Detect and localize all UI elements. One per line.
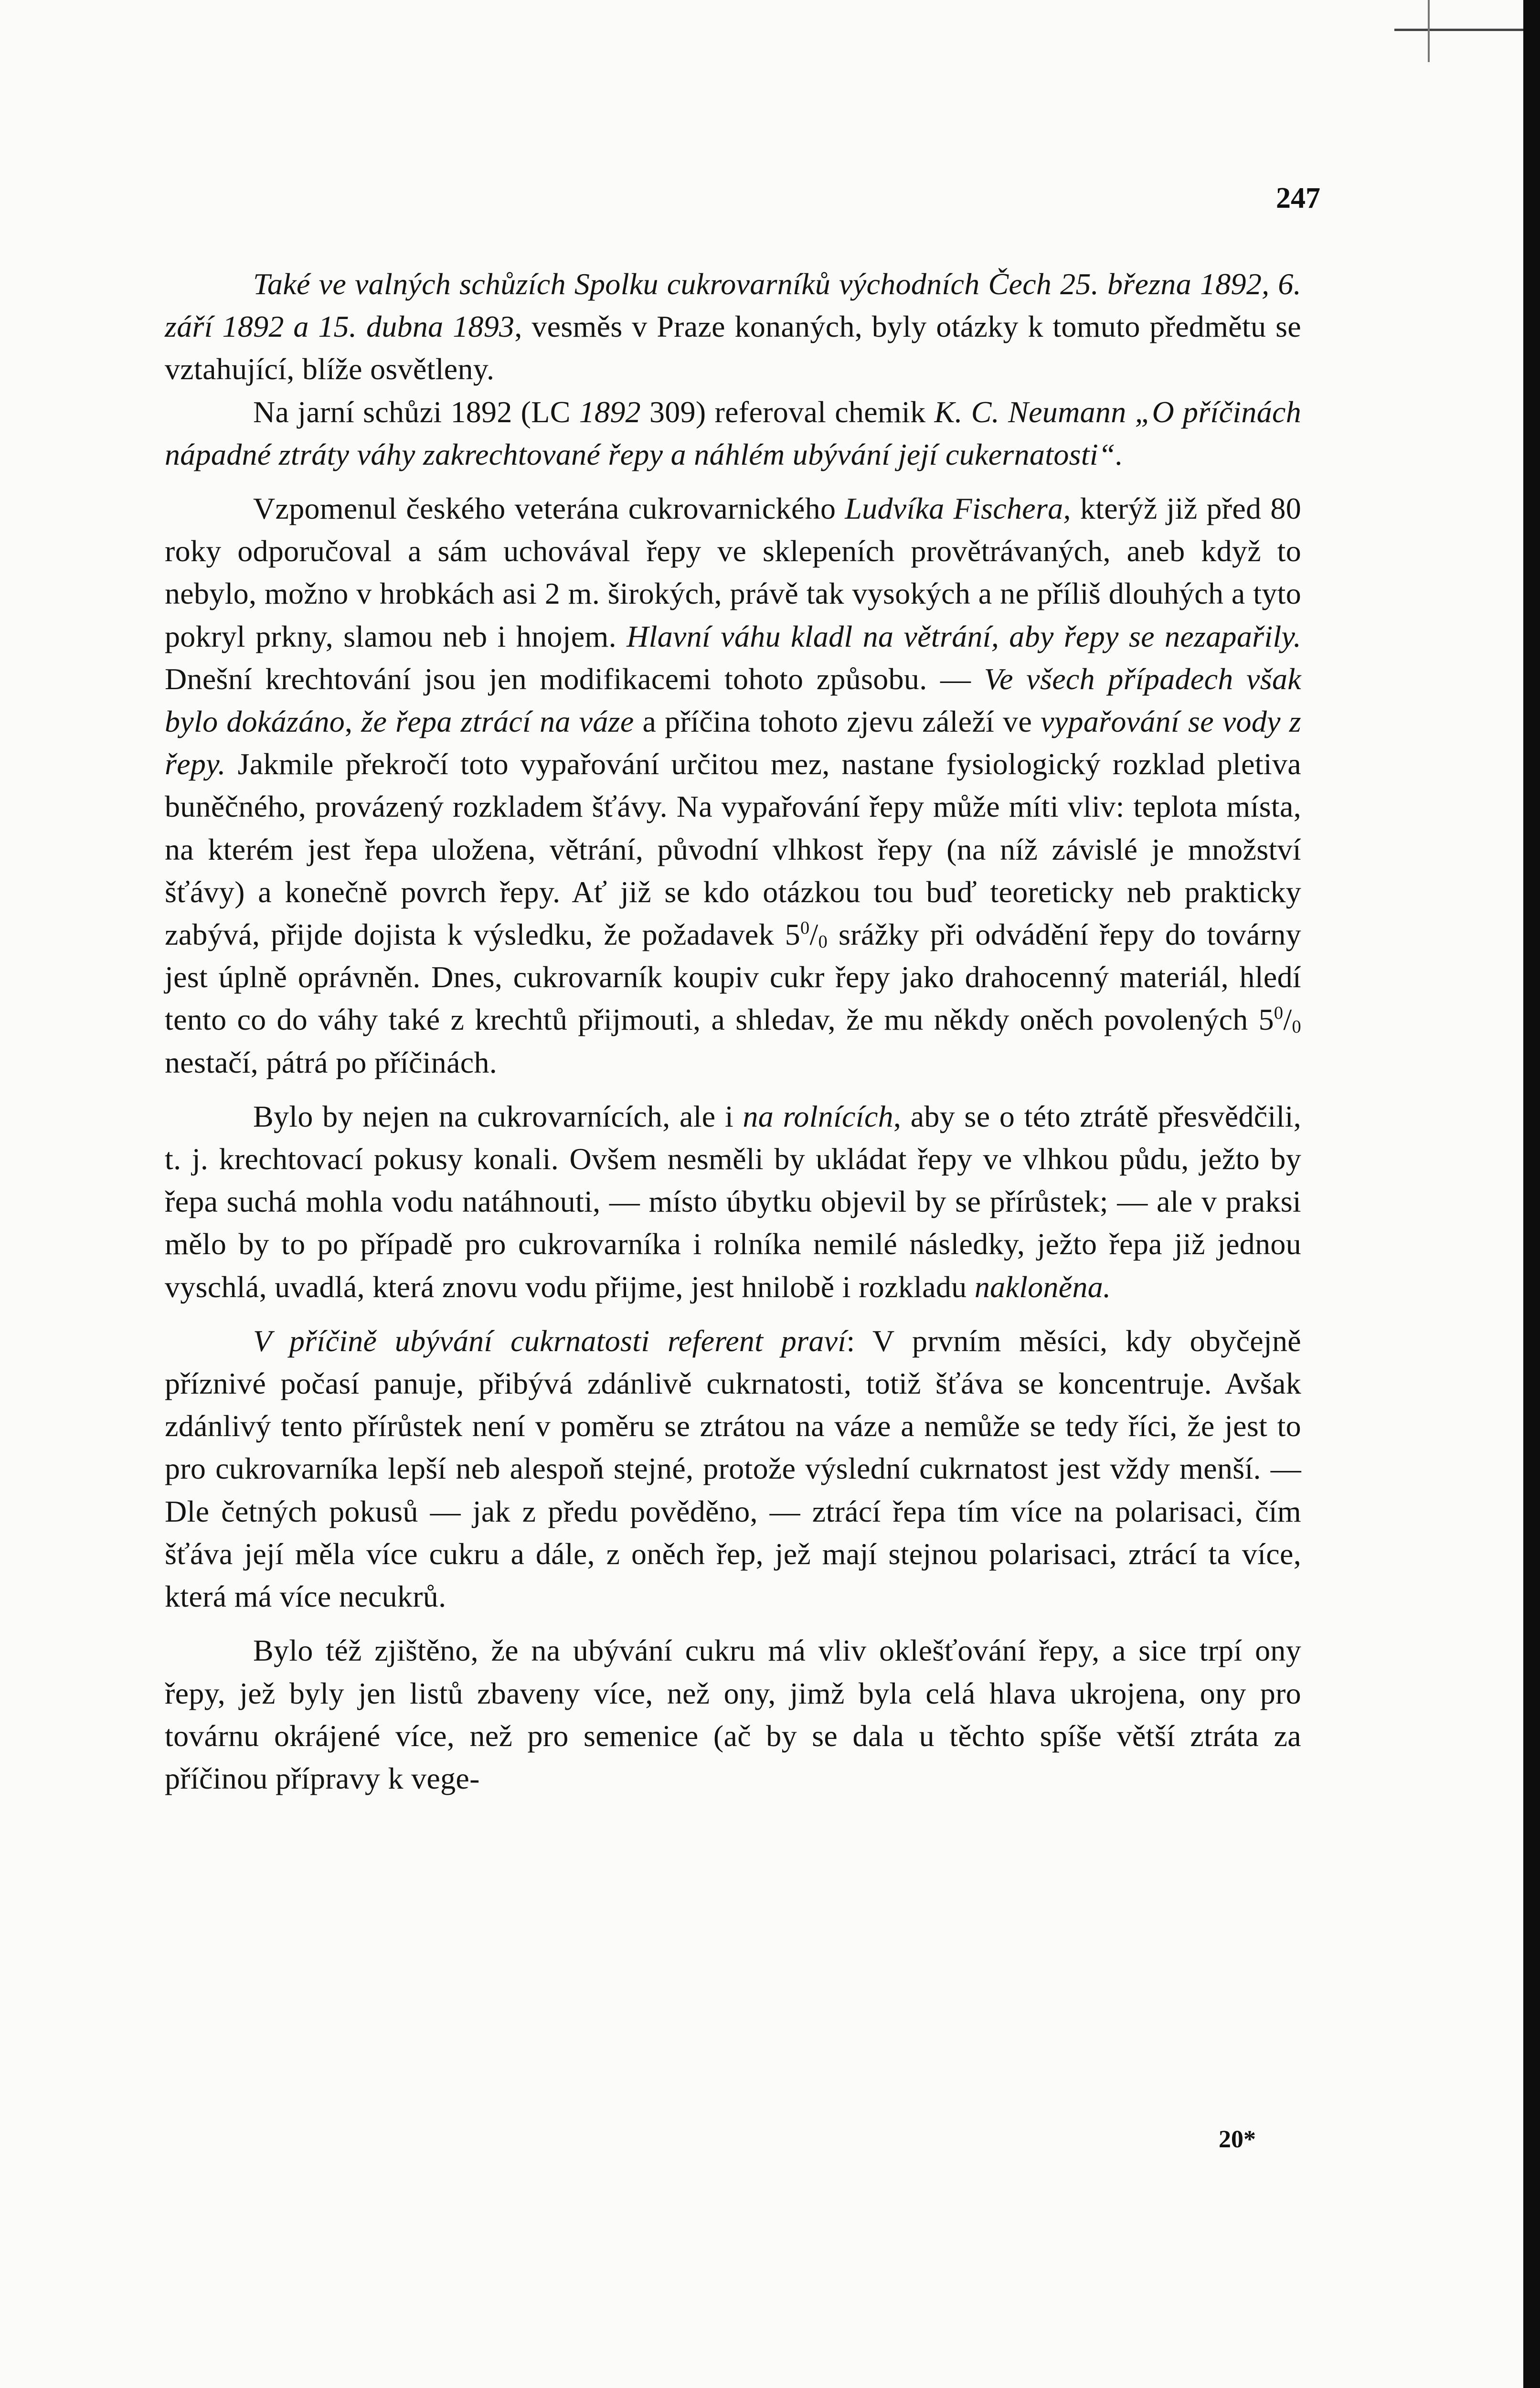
italic-run: Ludvíka Fischera, <box>845 491 1071 526</box>
paragraph <box>165 1095 1301 1308</box>
subscript-run: 0 <box>818 931 828 952</box>
italic-run: Hlavní váhu kladl na větrání, aby řepy se nezapařily. <box>627 619 1302 653</box>
crop-mark-vertical-rule <box>1428 0 1430 62</box>
scan-edge-shadow <box>1523 0 1540 2388</box>
paragraph <box>165 263 1301 391</box>
italic-run: Také ve valných schůzích Spolku cukrovarníků východních Čech 25. března 1892, 6. září 1892 a 15. dubna 1893 <box>165 267 1301 344</box>
binding-crop-mark <box>1375 0 1523 72</box>
text-run: Bylo též zjištěno, že na ubývání cukru má vliv oklešťování řepy, a sice trpí ony řepy, jež byly jen listů zbaveny více, než ony, jimž byla celá hlava ukrojena, ony pro továrnu okrájené více, než pro semenice (ač by se dala u těchto spíše větší ztráta za příčinou přípravy k vege- <box>165 1633 1301 1795</box>
paragraph <box>165 1320 1301 1618</box>
text-run: Bylo by nejen na cukrovarnících, ale i <box>253 1099 743 1133</box>
text-run: Vzpomenul českého veterána cukrovarnického <box>253 491 845 526</box>
text-run: / <box>809 917 818 952</box>
paragraph <box>165 487 1301 1084</box>
text-run: Jakmile překročí toto vypařování určitou mez, nastane fysiologický rozklad pletiva buněčného, provázený rozkladem šťávy. Na vypařování řepy může míti vliv: teplota místa, na kterém jest řepa uložena, větrání, původní vlhkost řepy (na níž závislé je množství šťávy) a konečně povrch řepy. Ať již se kdo otázkou tou buď teoreticky neb prakticky zabývá, přijde dojista k výsledku, že požadavek 5 <box>165 747 1301 952</box>
subscript-run: 0 <box>1292 1017 1301 1037</box>
signature-mark: 20* <box>1219 2126 1256 2153</box>
italic-run: nakloněna. <box>974 1269 1111 1304</box>
text-run: a příčina tohoto zjevu záleží ve <box>634 704 1041 739</box>
crop-mark-horizontal-rule <box>1394 29 1523 31</box>
italic-run: Ve všech případech však bylo dokázáno <box>165 661 1302 739</box>
text-run: srážky při odvádění řepy do továrny jest úplně oprávněn. Dnes, cukrovarník koupiv cukr řepy jako drahocenný materiál, hledí tento co do váhy také z krechtů přijmouti, a shledav, že mu někdy oněch povolených 5 <box>165 917 1301 1037</box>
paragraph <box>165 391 1301 476</box>
italic-run: V příčině ubývání cukrnatosti referent praví <box>253 1323 847 1358</box>
italic-run: vypařování se vody z řepy. <box>165 704 1302 781</box>
text-run: , vesměs v Praze konaných, byly otázky k tomuto předmětu se vztahující, blíže osvětleny. <box>165 309 1301 386</box>
text-run: Dnešní krechtování jsou jen modifikacemi tohoto způsobu. — <box>165 661 984 696</box>
italic-run: na rolnících <box>743 1099 893 1133</box>
text-run: , <box>345 704 361 739</box>
body-text <box>165 263 1301 1800</box>
superscript-run: 0 <box>1274 1003 1284 1023</box>
text-run: , aby se o této ztrátě přesvědčili, t. j. krechtovací pokusy konali. Ovšem nesměli by ukládat řepy ve vlhkou půdu, ježto by řepa suchá mohla vodu natáhnouti, — místo úbytku objevil by se přírůstek; — ale v praksi mělo by to po případě pro cukrovarníka i rolníka nemilé následky, ježto řepa již jednou vyschlá, uvadlá, která znovu vodu přijme, jest hnilobě i rozkladu <box>165 1099 1301 1304</box>
text-run: / <box>1283 1002 1292 1037</box>
text-run: nestačí, pátrá po příčinách. <box>165 1045 498 1079</box>
text-run: 309) referoval chemik <box>640 394 935 429</box>
text-run: kterýž již před 80 roky odporučoval a sám uchovával řepy ve sklepeních provětrávaných, aneb když to nebylo, možno v hrobkách asi 2 m. širokých, právě tak vysokých a ne příliš dlouhých a tyto pokryl prkny, slamou neb i hnojem. <box>165 491 1301 653</box>
superscript-run: 0 <box>800 918 810 938</box>
paragraph <box>165 1629 1301 1800</box>
text-run: Na jarní schůzi 1892 (LC <box>253 394 579 429</box>
italic-run: že řepa ztrácí na váze <box>361 704 634 739</box>
italic-run: K. C. Neumann „O příčinách nápadné ztráty váhy zakrechtované řepy a náhlém ubývání její cukernatosti“. <box>165 394 1302 471</box>
italic-run: 1892 <box>579 394 641 429</box>
page-number: 247 <box>1276 182 1320 214</box>
text-run: : V prvním měsíci, kdy obyčejně příznivé počasí panuje, přibývá zdánlivě cukrnatosti, totiž šťáva se koncentruje. Avšak zdánlivý tento přírůstek není v poměru se ztrátou na váze a nemůže se tedy říci, že jest to pro cukrovarníka lepší neb alespoň stejné, protože výslední cukrnatost jest vždy menší. — Dle četných pokusů — jak z předu pověděno, — ztrácí řepa tím více na polarisaci, čím šťáva její měla více cukru a dále, z oněch řep, jež mají stejnou polarisaci, ztrácí ta více, která má více necukrů. <box>165 1323 1301 1614</box>
